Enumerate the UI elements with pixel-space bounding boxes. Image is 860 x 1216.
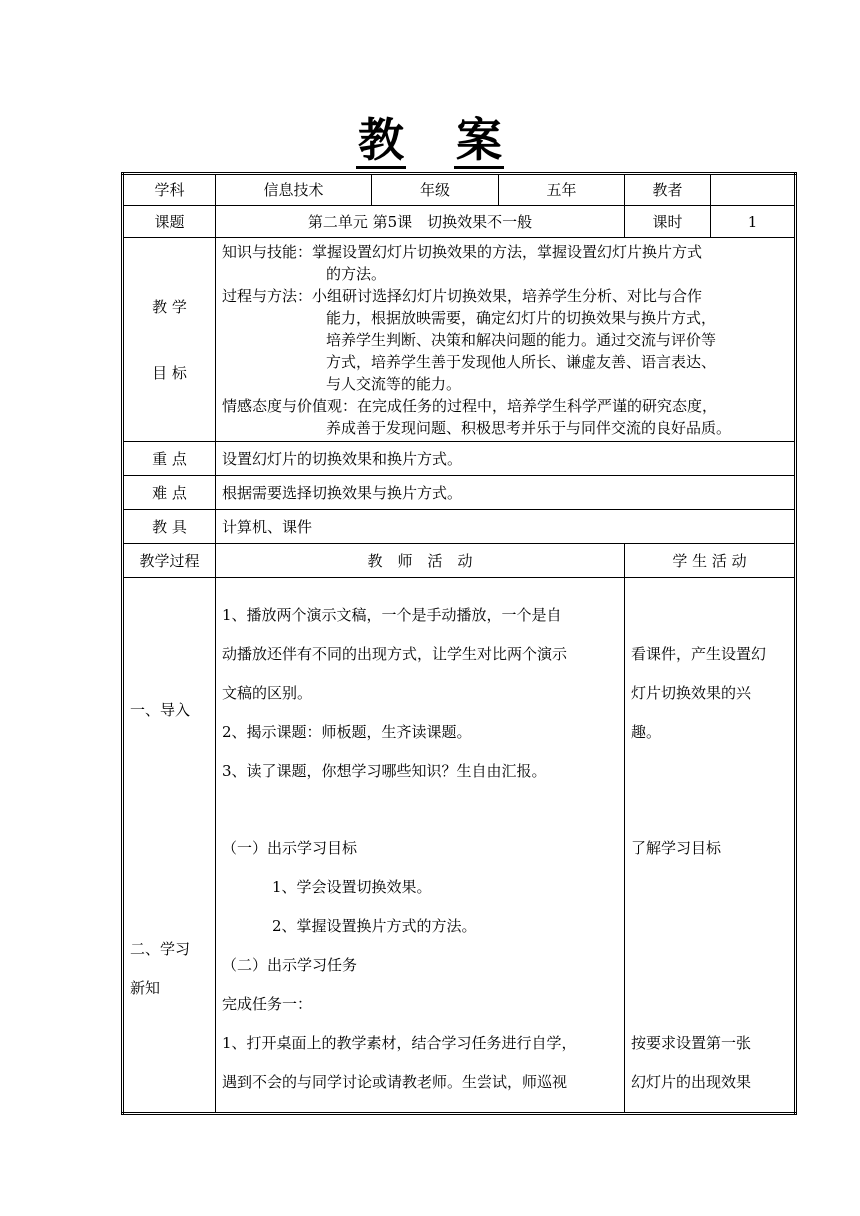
goal-knowledge-line: 知识与技能：掌握设置幻灯片切换效果的方法，掌握设置幻灯片换片方式 (222, 242, 703, 261)
subject-label: 学科 (123, 174, 216, 206)
process-header-row (123, 544, 796, 578)
info-row-1 (123, 174, 796, 206)
teacher-activity-line: 完成任务一： (222, 995, 313, 1013)
info-row-2 (123, 206, 796, 238)
student-activity-line: 了解学习目标 (631, 839, 722, 857)
student-activity-line: 幻灯片的出现效果 (631, 1073, 752, 1091)
goal-process-line: 能力，根据放映需要，确定幻灯片的切换效果与换片方式， (326, 308, 717, 327)
goal-process-line: 过程与方法：小组研讨选择幻灯片切换效果，培养学生分析、对比与合作 (222, 286, 703, 305)
teacher-activity-column (216, 578, 625, 1114)
teacher-activity-line: 1、学会设置切换效果。 (272, 878, 432, 896)
title-char-2: 案 (456, 113, 502, 167)
topic-label: 课题 (123, 206, 216, 238)
teacher-label: 教者 (625, 174, 711, 206)
title-char-1: 教 (358, 113, 404, 167)
teacher-activity-line: 2、掌握设置换片方式的方法。 (272, 917, 477, 935)
student-activity-line: 灯片切换效果的兴 (631, 684, 752, 702)
goals-label-top: 教 学 (152, 297, 187, 316)
period-value: 1 (711, 206, 796, 238)
grade-value: 五年 (499, 174, 625, 206)
key-point-value: 设置幻灯片的切换效果和换片方式。 (216, 442, 796, 476)
stage-2-label: 新知 (130, 978, 161, 997)
goal-knowledge-line: 的方法。 (326, 264, 387, 283)
tools-label: 教 具 (123, 510, 216, 544)
lesson-plan-table (121, 172, 797, 1115)
process-content-row (123, 578, 796, 1114)
teacher-activity-line: 3、读了课题，你想学习哪些知识？生自由汇报。 (222, 762, 547, 780)
goals-row (123, 238, 796, 442)
period-label: 课时 (625, 206, 711, 238)
student-activity-line: 趣。 (631, 723, 662, 741)
teacher-activity-line: （二）出示学习任务 (222, 956, 358, 974)
teacher-activity-line: 遇到不会的与同学讨论或请教老师。生尝试，师巡视 (222, 1073, 568, 1091)
goals-label (123, 238, 216, 442)
teacher-activity-line: 1、打开桌面上的教学素材，结合学习任务进行自学， (222, 1034, 577, 1052)
teacher-value (711, 174, 796, 206)
goal-emotion-line: 情感态度与价值观：在完成任务的过程中，培养学生科学严谨的研究态度， (222, 396, 718, 415)
process-header-stage: 教学过程 (123, 544, 216, 578)
goal-process-line: 培养学生判断、决策和解决问题的能力。通过交流与评价等 (326, 330, 717, 349)
student-activity-line: 按要求设置第一张 (631, 1034, 752, 1052)
process-header-student: 学 生 活 动 (625, 544, 796, 578)
teacher-activity-line: 动播放还伴有不同的出现方式，让学生对比两个演示 (222, 645, 568, 663)
goals-content (216, 238, 796, 442)
stage-1-label: 一、导入 (130, 700, 191, 719)
tools-row (123, 510, 796, 544)
difficulty-value: 根据需要选择切换效果与换片方式。 (216, 476, 796, 510)
goal-emotion-line: 养成善于发现问题、积极思考并乐于与同伴交流的良好品质。 (326, 418, 732, 437)
stage-2-label: 二、学习 (130, 939, 191, 958)
teacher-activity-line: 文稿的区别。 (222, 684, 313, 702)
topic-value: 第二单元 第5课 切换效果不一般 (216, 206, 625, 238)
tools-value: 计算机、课件 (216, 510, 796, 544)
page-title (0, 114, 860, 169)
teacher-activity-line: 2、揭示课题：师板题，生齐读课题。 (222, 723, 472, 741)
grade-label: 年级 (372, 174, 499, 206)
goal-process-line: 方式，培养学生善于发现他人所长、谦虚友善、语言表达、 (326, 352, 717, 371)
goals-label-bottom: 目 标 (152, 363, 187, 382)
student-activity-line: 看课件，产生设置幻 (631, 645, 767, 663)
subject-value: 信息技术 (216, 174, 372, 206)
difficulty-label: 难 点 (123, 476, 216, 510)
difficulty-row (123, 476, 796, 510)
teacher-activity-line: 1、播放两个演示文稿，一个是手动播放，一个是自 (222, 606, 562, 624)
teacher-activity-line: （一）出示学习目标 (222, 839, 358, 857)
key-point-label: 重 点 (123, 442, 216, 476)
process-stage-column (123, 578, 216, 1114)
key-point-row (123, 442, 796, 476)
goal-process-line: 与人交流等的能力。 (326, 374, 462, 393)
process-header-teacher: 教 师 活 动 (216, 544, 625, 578)
student-activity-column (625, 578, 796, 1114)
